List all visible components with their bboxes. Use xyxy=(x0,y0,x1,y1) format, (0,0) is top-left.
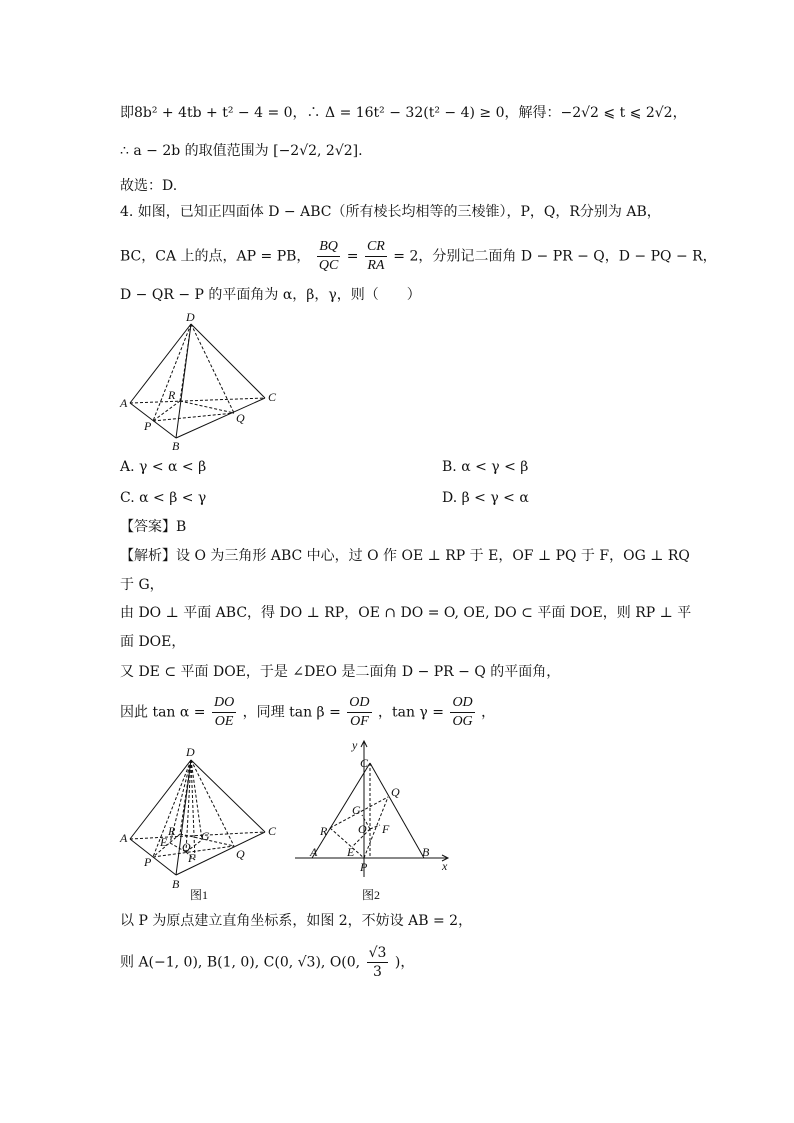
label-R: R xyxy=(320,824,328,838)
text-segment: 则 A(−1, 0), B(1, 0), C(0, √3), O(0, xyxy=(120,954,361,971)
label-A: A xyxy=(120,396,128,410)
label-F: F xyxy=(382,822,390,836)
text-segment: ， xyxy=(481,704,496,721)
fraction-denominator: OE xyxy=(214,714,234,729)
fraction-do-oe xyxy=(212,694,236,731)
figure-2-caption: 图2 xyxy=(362,888,381,902)
analysis-line-3: 由 DO ⊥ 平面 ABC，得 DO ⊥ RP，OE ∩ DO = O, OE, DO ⊂ 平面 DOE，则 RP ⊥ 平 xyxy=(120,605,692,621)
text-segment: ，tan γ = xyxy=(377,704,444,721)
label-P: P xyxy=(360,860,368,874)
fraction-numerator: OD xyxy=(347,694,371,713)
fraction-root3-over-3 xyxy=(367,944,389,981)
coordinate-setup: 以 P 为原点建立直角坐标系，如图 2，不妨设 AB = 2， xyxy=(120,913,473,929)
label-B: B xyxy=(422,845,430,859)
solution-line-3: 故选：D. xyxy=(120,178,178,194)
label-y: y xyxy=(352,738,358,752)
option-d: D. β < γ < α xyxy=(442,490,529,506)
coordinates-line xyxy=(120,944,414,981)
label-R: R xyxy=(168,824,176,838)
fraction-bq-qc xyxy=(317,238,340,275)
label-Q: Q xyxy=(391,785,400,799)
tangent-line xyxy=(120,694,495,731)
label-A: A xyxy=(120,831,128,845)
fraction-od-og xyxy=(450,694,474,731)
fraction-numerator: CR xyxy=(365,238,387,257)
label-O: O xyxy=(358,822,367,836)
analysis-line-2: 于 G， xyxy=(120,577,164,593)
label-P: P xyxy=(144,855,152,869)
text-segment: )， xyxy=(394,954,415,971)
label-B: B xyxy=(172,877,180,891)
label-D: D xyxy=(186,745,195,759)
fraction-denominator: 3 xyxy=(373,964,382,980)
tetrahedron-figure xyxy=(110,310,290,455)
question-4-stem: 4. 如图，已知正四面体 D − ABC（所有棱长均相等的三棱锥），P，Q，R分别为 AB， xyxy=(120,204,661,220)
text-segment: ，同理 tan β = xyxy=(242,704,341,721)
label-C: C xyxy=(268,824,277,838)
label-R: R xyxy=(168,388,176,402)
fraction-numerator: √3 xyxy=(368,945,387,961)
fraction-od-of xyxy=(347,694,371,731)
question-4-line-3: D − QR − P 的平面角为 α，β，γ，则（ ） xyxy=(120,287,421,303)
label-O: O xyxy=(182,840,191,854)
label-D: D xyxy=(186,310,195,324)
text-segment: = 2，分别记二面角 D − PR − Q，D − PQ − R， xyxy=(393,248,717,265)
fraction-denominator: RA xyxy=(367,258,385,273)
fraction-denominator: OG xyxy=(452,714,473,729)
text-segment: BC，CA 上的点，AP = PB， xyxy=(120,248,311,265)
label-G: G xyxy=(201,829,210,843)
option-a: A. γ < α < β xyxy=(120,459,207,475)
analysis-line-4: 面 DOE， xyxy=(120,634,186,650)
label-G: G xyxy=(352,803,361,817)
option-b: B. α < γ < β xyxy=(442,459,529,475)
figure-2-coordinate-diagram xyxy=(290,735,460,905)
label-B: B xyxy=(172,439,180,453)
label-P: P xyxy=(144,419,152,433)
text-segment: 因此 tan α = xyxy=(120,704,206,721)
answer: 【答案】B xyxy=(120,519,187,535)
fraction-cr-ra xyxy=(365,238,387,275)
solution-line-2: ∴ a − 2b 的取值范围为 [−2√2, 2√2]. xyxy=(120,143,363,159)
solution-line-1: 即8b² + 4tb + t² − 4 = 0，∴ Δ = 16t² − 32(t² − 4) ≥ 0，解得：−2√2 ⩽ t ⩽ 2√2， xyxy=(120,105,687,121)
fraction-numerator: BQ xyxy=(317,238,340,257)
fraction-denominator: QC xyxy=(318,258,339,273)
label-C: C xyxy=(360,756,369,770)
label-E: E xyxy=(160,835,168,849)
fraction-numerator: OD xyxy=(450,694,474,713)
label-E: E xyxy=(347,845,355,859)
analysis-line-5: 又 DE ⊂ 平面 DOE，于是 ∠DEO 是二面角 D − PR − Q 的平面角， xyxy=(120,664,561,680)
label-Q: Q xyxy=(236,411,245,425)
analysis-line-1: 【解析】设 O 为三角形 ABC 中心，过 O 作 OE ⊥ RP 于 E，OF ⊥ PQ 于 F，OG ⊥ RQ xyxy=(120,548,690,564)
fraction-numerator: DO xyxy=(212,694,236,713)
question-4-line-2 xyxy=(120,238,717,275)
label-C: C xyxy=(268,390,277,404)
equals-sign: = xyxy=(346,248,359,265)
option-c: C. α < β < γ xyxy=(120,490,207,506)
fraction-denominator: OF xyxy=(350,714,369,729)
label-A: A xyxy=(310,845,318,859)
label-x: x xyxy=(442,859,448,873)
figure-1-caption: 图1 xyxy=(190,888,209,902)
figure-1-tetrahedron xyxy=(110,742,290,902)
label-Q: Q xyxy=(236,847,245,861)
label-F: F xyxy=(188,851,196,865)
